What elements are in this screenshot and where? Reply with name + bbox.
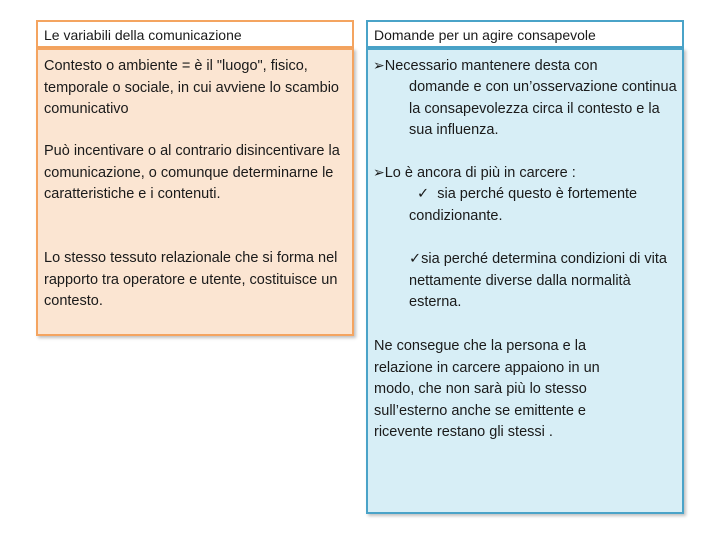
left-column-header [36,20,354,48]
bullet-necessary-lead: Necessario mantenere desta con [384,58,598,74]
check-item-conditioning [409,184,679,227]
check-item-conditioning-text: sia perché questo è fortemente condizionante. [409,186,638,224]
check-item-living-conditions-text: sia perché determina condizioni di vita nettamente diverse dalla normalità esterna. [409,251,667,310]
check-item-living-conditions [409,249,679,314]
arrow-bullet-icon: ➢ [373,165,385,181]
bullet-prison-lead: Lo è ancora di più in carcere : [384,165,576,181]
right-column-header [366,20,684,48]
check-icon: ✓ [417,186,430,202]
arrow-bullet-icon: ➢ [373,58,385,74]
bullet-necessary [373,56,683,78]
left-header-text: Le variabili della comunicazione [44,27,242,43]
right-column-body [366,48,684,514]
relational-context: Lo stesso tessuto relazionale che si forma nel rapporto tra operatore e utente, costituisce un contesto. [44,250,338,309]
bullet-prison [373,163,683,185]
right-header-text: Domande per un agire consapevole [374,27,596,43]
conclusion-text: Ne consegue che la persona e la relazione in carcere appaiono in un modo, che non sarà più lo stesso sull’esterno anche se emittente e ricevente restano gli stessi . [374,338,600,440]
context-definition: Contesto o ambiente = è il "luogo", fisico, temporale o sociale, in cui avviene lo scambio comunicativo [44,58,339,117]
context-influence: Può incentivare o al contrario disincentivare la comunicazione, o comunque determinarne le caratteristiche e i contenuti. [44,143,340,202]
bullet-necessary-continuation: domande e con un’osservazione continua la consapevolezza circa il contesto e la sua influenza. [409,79,677,138]
left-column-body [36,48,354,336]
check-icon: ✓ [409,251,422,267]
